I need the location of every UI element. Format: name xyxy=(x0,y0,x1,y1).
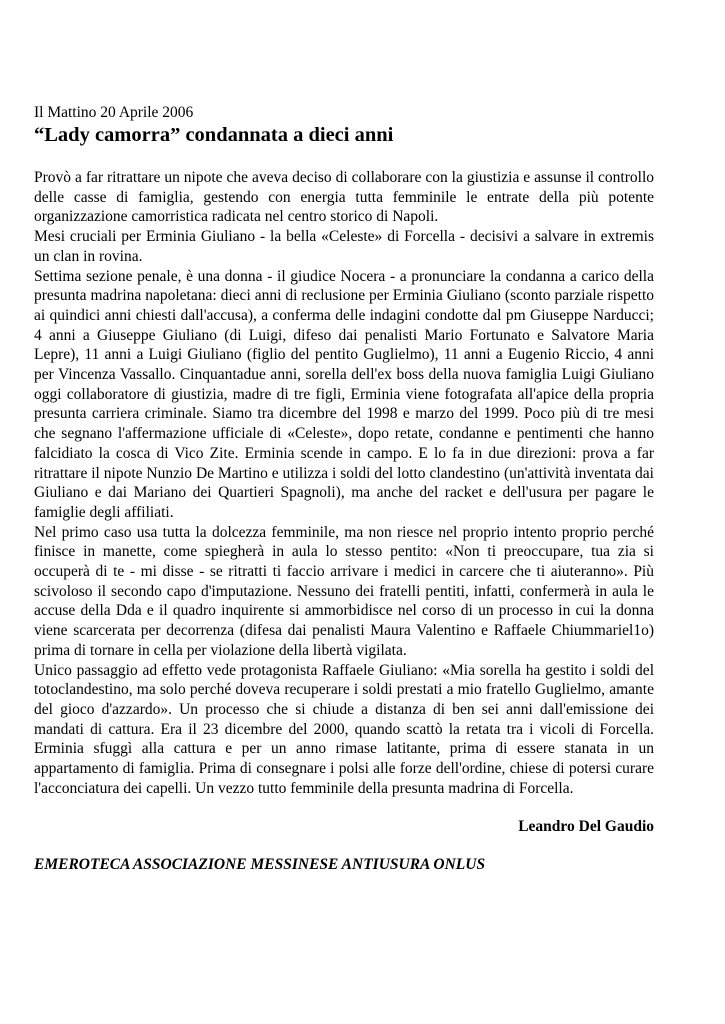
article-paragraph: Mesi cruciali per Erminia Giuliano - la bella «Celeste» di Forcella - decisivi a salvare in extremis un clan in rovina. xyxy=(34,228,654,265)
archive-footer: EMEROTECA ASSOCIAZIONE MESSINESE ANTIUSURA ONLUS xyxy=(34,855,486,873)
article-paragraph: Unico passaggio ad effetto vede protagonista Raffaele Giuliano: «Mia sorella ha gestito i soldi del totoclandestino, ma solo perché doveva recuperare i soldi prestati a mio fratello Guglielmo, amante del gioco d'azzardo». Un processo che si chiude a distanza di ben sei anni dall'emissione dei mandati di cattura. Era il 23 dicembre del 2000, quando scattò la retata tra i vicoli di Forcella. Erminia sfuggì alla cattura e per un anno rimase latitante, prima di essere stanata in un appartamento di famiglia. Prima di consegnare i polsi alle forze dell'ordine, chiese di potersi curare l'acconciatura dei capelli. Un vezzo tutto femminile della presunta madrina di Forcella. xyxy=(34,661,654,797)
article-author: Leandro Del Gaudio xyxy=(518,817,654,835)
article-title: “Lady camorra” condannata a dieci anni xyxy=(34,124,394,146)
article-paragraph: Provò a far ritrattare un nipote che aveva deciso di collaborare con la giustizia e assunse il controllo delle casse di famiglia, gestendo con energia tutta femminile le entrate della più potente organizzazione camorristica radicata nel centro storico di Napoli. xyxy=(34,169,654,226)
document-page xyxy=(34,103,654,875)
article-body xyxy=(34,168,654,799)
publication-source: Il Mattino 20 Aprile 2006 xyxy=(34,104,194,121)
article-paragraph: Nel primo caso usa tutta la dolcezza femminile, ma non riesce nel proprio intento proprio perché finisce in manette, come spiegherà in aula lo stesso pentito: «Non ti preoccupare, tua zia si occuperà di te - mi disse - se ritratti ti faccio arrivare i medici in carcere che ti aiuteranno». Più scivoloso il secondo capo d'imputazione. Nessuno dei fratelli pentiti, infatti, confermerà in aula le accuse della Dda e il quadro inquirente si ammorbidisce nel corso di un processo in cui la donna viene scarcerata per decorrenza (difesa dai penalisti Maura Valentino e Raffaele Chiummariel1o) prima di tornare in cella per violazione della libertà vigilata. xyxy=(34,523,654,659)
article-paragraph: Settima sezione penale, è una donna - il giudice Nocera - a pronunciare la condanna a carico della presunta madrina napoletana: dieci anni di reclusione per Erminia Giuliano (sconto parziale rispetto ai quindici anni chiesti dall'accusa), a conferma delle indagini condotte dal pm Giuseppe Narducci; 4 anni a Giuseppe Giuliano (di Luigi, difeso dai penalisti Mario Fortunato e Salvatore Maria Lepre), 11 anni a Luigi Giuliano (figlio del pentito Guglielmo), 11 anni a Eugenio Riccio, 4 anni per Vincenza Vassallo. Cinquantadue anni, sorella dell'ex boss della nuova famiglia Luigi Giuliano oggi collaboratore di giustizia, madre di tre figli, Erminia viene fotografata all'apice della propria presunta carriera criminale. Siamo tra dicembre del 1998 e marzo del 1999. Poco più di tre mesi che segnano l'affermazione ufficiale di «Celeste», dopo retate, condanne e pentimenti che hanno falcidiato la cosca di Vico Zite. Erminia scende in campo. E lo fa in due direzioni: prova a far ritrattare il nipote Nunzio De Martino e utilizza i soldi del lotto clandestino (un'attività inventata dai Giuliano e dai Mariano dei Quartieri Spagnoli), ma anche del racket e dell'usura per pagare le famiglie degli affiliati. xyxy=(34,267,654,521)
